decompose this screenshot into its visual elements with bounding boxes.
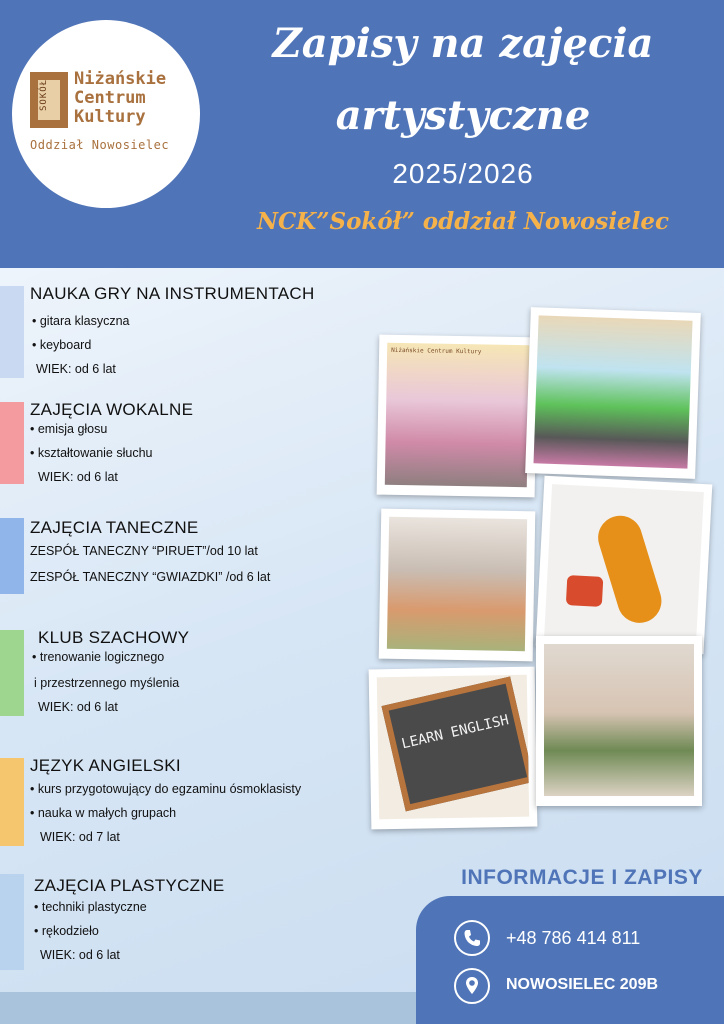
section-line: WIEK: od 6 lat [38,700,118,714]
section-line: • kurs przygotowujący do egzaminu ósmoklasisty [30,782,302,796]
section-line: WIEK: od 6 lat [38,470,118,484]
section-line: • emisja głosu [30,422,108,436]
section-color-bar [0,874,24,970]
section-title: KLUB SZACHOWY [38,628,190,647]
section-line: • nauka w małych grupach [30,806,177,820]
section-art [0,872,370,972]
photo-learn-english [369,667,538,830]
section-line: WIEK: od 6 lat [36,362,116,376]
section-vocal [0,396,370,496]
section-line: • gitara klasyczna [32,314,130,328]
section-line: • kształtowanie słuchu [30,446,153,460]
location-pin-icon [454,968,490,1004]
info-phone[interactable]: +48 786 414 811 [506,928,641,948]
info-address: NOWOSIELEC 209B [506,976,659,993]
phone-icon [454,920,490,956]
header-subtitle: NCK”Sokół” oddział Nowosielec [256,208,670,235]
section-color-bar [0,518,24,594]
logo-line: Centrum [74,88,146,108]
section-color-bar [0,758,24,846]
section-color-bar [0,402,24,484]
info-title: INFORMACJE I ZAPISY [461,866,703,889]
logo-mark-text: SOKÓŁ [39,78,50,112]
section-title: JĘZYK ANGIELSKI [30,756,181,775]
section-chess [0,624,370,724]
logo-mark [30,72,68,128]
section-color-bar [0,630,24,716]
photo-instruments [536,476,713,655]
info-box [416,896,724,1024]
section-line: ZESPÓŁ TANECZNY “GWIAZDKI” /od 6 lat [30,570,271,584]
section-instruments [0,280,370,380]
section-color-bar [0,286,24,378]
section-line: WIEK: od 7 lat [40,830,120,844]
section-title: ZAJĘCIA WOKALNE [30,400,194,419]
logo-line: Kultury [74,107,146,127]
logo-line: Niżańskie [74,69,167,89]
section-line: • keyboard [32,338,92,352]
section-line: • trenowanie logicznego [32,650,165,664]
section-line: WIEK: od 6 lat [40,948,120,962]
page-title-line1: Zapisy na zajęcia [272,20,654,67]
photo-dance-stage [525,307,701,479]
section-dance [0,512,370,602]
logo-name [74,70,166,127]
photo-chess-club [536,636,702,806]
photo-art-class [379,509,536,662]
photo-banner-text: Niżańskie Centrum Kultury [391,346,482,356]
section-title: NAUKA GRY NA INSTRUMENTACH [30,284,315,303]
section-line: • rękodzieło [34,924,99,938]
chalkboard-text: LEARN ENGLISH [400,712,511,753]
page-title-line2: artystyczne [335,92,591,139]
logo-subtitle: Oddział Nowosielec [30,138,170,152]
logo [12,20,200,208]
section-title: ZAJĘCIA PLASTYCZNE [34,876,225,895]
bottom-strip [0,992,416,1024]
section-line: i przestrzennego myślenia [34,676,180,690]
photo-vocal-group [377,335,538,498]
section-line: • techniki plastyczne [34,900,147,914]
section-title: ZAJĘCIA TANECZNE [30,518,199,537]
school-year: 2025/2026 [392,158,534,189]
section-english [0,752,370,852]
section-line: ZESPÓŁ TANECZNY “PIRUET”/od 10 lat [30,544,258,558]
